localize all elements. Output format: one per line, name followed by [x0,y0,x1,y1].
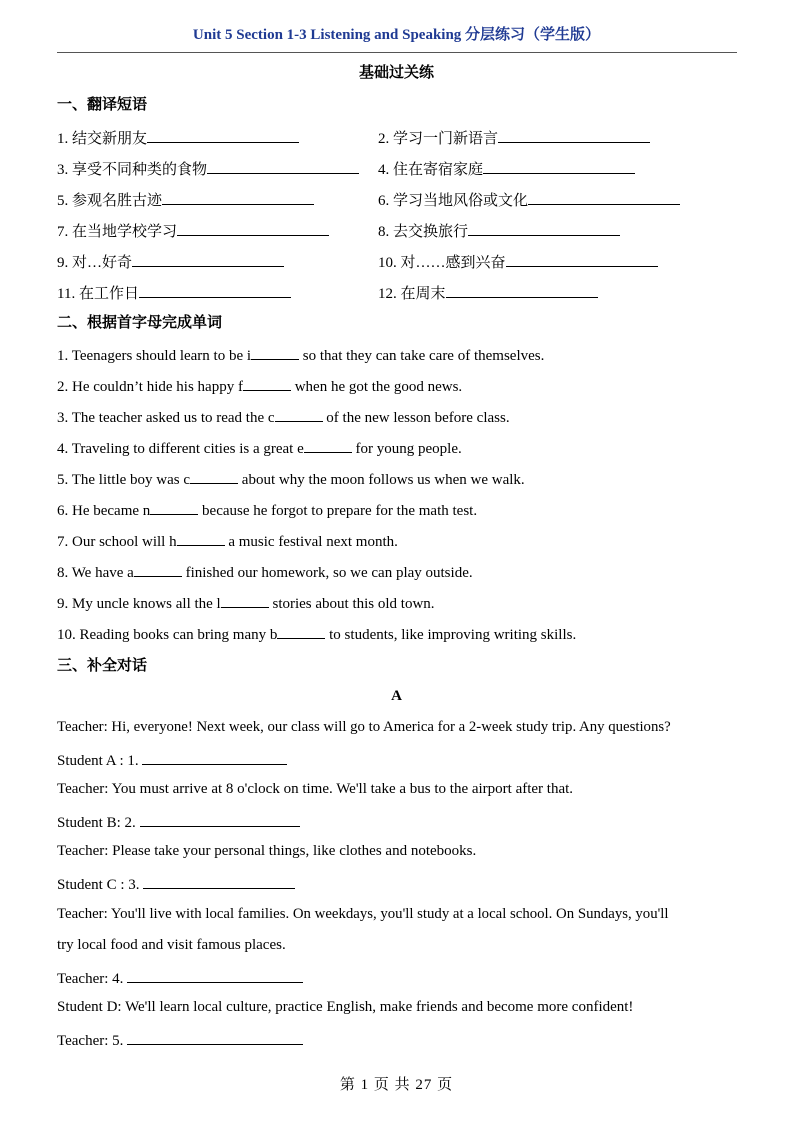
answer-blank [483,158,635,174]
sentence-before-blank: 3. The teacher asked us to read the c [57,410,275,426]
translation-item-label: 4. 住在寄宿家庭 [378,162,484,178]
sentence-before-blank: 9. My uncle knows all the l [57,596,221,612]
sentence-after-blank: so that they can take care of themselves. [299,348,545,364]
dialogue-line [57,749,287,770]
word-completion-item [57,468,525,489]
dialogue-line [57,967,303,988]
answer-blank [498,127,650,143]
dialogue-line: Teacher: Please take your personal things, like clothes and notebooks. [57,843,477,859]
translation-item [378,189,680,210]
translation-item-label: 1. 结交新朋友 [57,131,148,147]
answer-blank [304,437,352,453]
word-completion-item [57,623,576,644]
translation-item-label: 3. 享受不同种类的食物 [57,162,208,178]
translation-item [378,158,635,179]
sentence-after-blank: about why the moon follows us when we walk. [238,472,525,488]
sentence-after-blank: stories about this old town. [268,596,435,612]
translation-item [57,189,314,210]
answer-blank [143,873,295,889]
translation-item [57,282,291,303]
word-completion-item [57,344,544,365]
answer-blank [127,1029,303,1045]
answer-blank [134,561,182,577]
answer-blank [127,967,303,983]
answer-blank [132,251,284,267]
sentence-before-blank: 5. The little boy was c [57,472,191,488]
sentence-before-blank: 7. Our school will h [57,534,177,550]
dialogue-speaker: Student B: 2. [57,815,140,831]
page-footer: 第 1 页 共 27 页 [339,1077,454,1093]
answer-blank [190,468,238,484]
answer-blank [275,406,323,422]
answer-blank [251,344,299,360]
page-header-title: Unit 5 Section 1-3 Listening and Speaking 分层练习（学生版） [192,27,601,43]
answer-blank [142,749,287,765]
answer-blank [506,251,658,267]
translation-item-label: 12. 在周末 [378,286,446,302]
word-completion-item [57,499,477,520]
word-completion-item [57,530,398,551]
translation-item [57,127,299,148]
word-completion-item [57,592,435,613]
answer-blank [177,530,225,546]
dialogue-line [57,873,295,894]
translation-item [57,220,329,241]
translation-item [378,251,658,272]
sentence-after-blank: to students, like improving writing skills. [325,627,577,643]
answer-blank [150,499,198,515]
translation-item [378,220,620,241]
dialogue-speaker: Teacher: 4. [57,971,128,987]
translation-item [57,158,359,179]
word-completion-item [57,561,473,582]
answer-blank [277,623,325,639]
translation-item [378,282,598,303]
translation-item [57,251,284,272]
sentence-before-blank: 8. We have a [57,565,134,581]
translation-item-label: 9. 对…好奇 [57,255,133,271]
sentence-after-blank: for young people. [351,441,462,457]
dialogue-line: try local food and visit famous places. [57,937,286,953]
main-title: 基础过关练 [358,65,434,81]
word-completion-item [57,406,510,427]
answer-blank [140,811,300,827]
answer-blank [221,592,269,608]
translation-item-label: 6. 学习当地风俗或文化 [378,193,529,209]
word-completion-item [57,375,462,396]
translation-item [378,127,650,148]
sentence-before-blank: 1. Teenagers should learn to be i [57,348,252,364]
translation-item-label: 11. 在工作日 [57,286,139,302]
sentence-before-blank: 6. He became n [57,503,151,519]
answer-blank [528,189,680,205]
section3-heading: 三、补全对话 [57,656,148,674]
section2-heading: 二、根据首字母完成单词 [57,313,223,331]
answer-blank [468,220,620,236]
dialogue-line: Student D: We'll learn local culture, practice English, make friends and become more confident! [57,999,634,1015]
sentence-after-blank: of the new lesson before class. [322,410,510,426]
word-completion-item [57,437,462,458]
sentence-before-blank: 4. Traveling to different cities is a great e [57,441,304,457]
answer-blank [162,189,314,205]
dialogue-line [57,1029,303,1050]
dialogue-speaker: Student C : 3. [57,877,144,893]
answer-blank [139,282,291,298]
answer-blank [147,127,299,143]
translation-item-label: 10. 对……感到兴奋 [378,255,506,271]
answer-blank [446,282,598,298]
section1-heading: 一、翻译短语 [57,95,148,113]
sentence-after-blank: a music festival next month. [224,534,398,550]
dialogue-line: Teacher: Hi, everyone! Next week, our class will go to America for a 2-week study trip. Any questions? [57,719,671,735]
dialogue-speaker: Teacher: 5. [57,1033,128,1049]
translation-item-label: 8. 去交换旅行 [378,224,469,240]
sentence-after-blank: because he forgot to prepare for the math test. [198,503,478,519]
sentence-before-blank: 2. He couldn’t hide his happy f [57,379,243,395]
translation-item-label: 2. 学习一门新语言 [378,131,499,147]
translation-item-label: 5. 参观名胜古迹 [57,193,163,209]
answer-blank [207,158,359,174]
dialogue-line: Teacher: You'll live with local families. On weekdays, you'll study at a local school. On Sundays, you'll [57,906,669,922]
dialogue-line: Teacher: You must arrive at 8 o'clock on time. We'll take a bus to the airport after that. [57,781,574,797]
translation-item-label: 7. 在当地学校学习 [57,224,178,240]
sentence-after-blank: when he got the good news. [290,379,463,395]
answer-blank [177,220,329,236]
dialogue-subheading: A [391,688,402,704]
sentence-before-blank: 10. Reading books can bring many b [57,627,278,643]
dialogue-line [57,811,300,832]
dialogue-speaker: Student A : 1. [57,753,143,769]
header-divider [57,52,737,53]
sentence-after-blank: finished our homework, so we can play outside. [181,565,473,581]
answer-blank [243,375,291,391]
